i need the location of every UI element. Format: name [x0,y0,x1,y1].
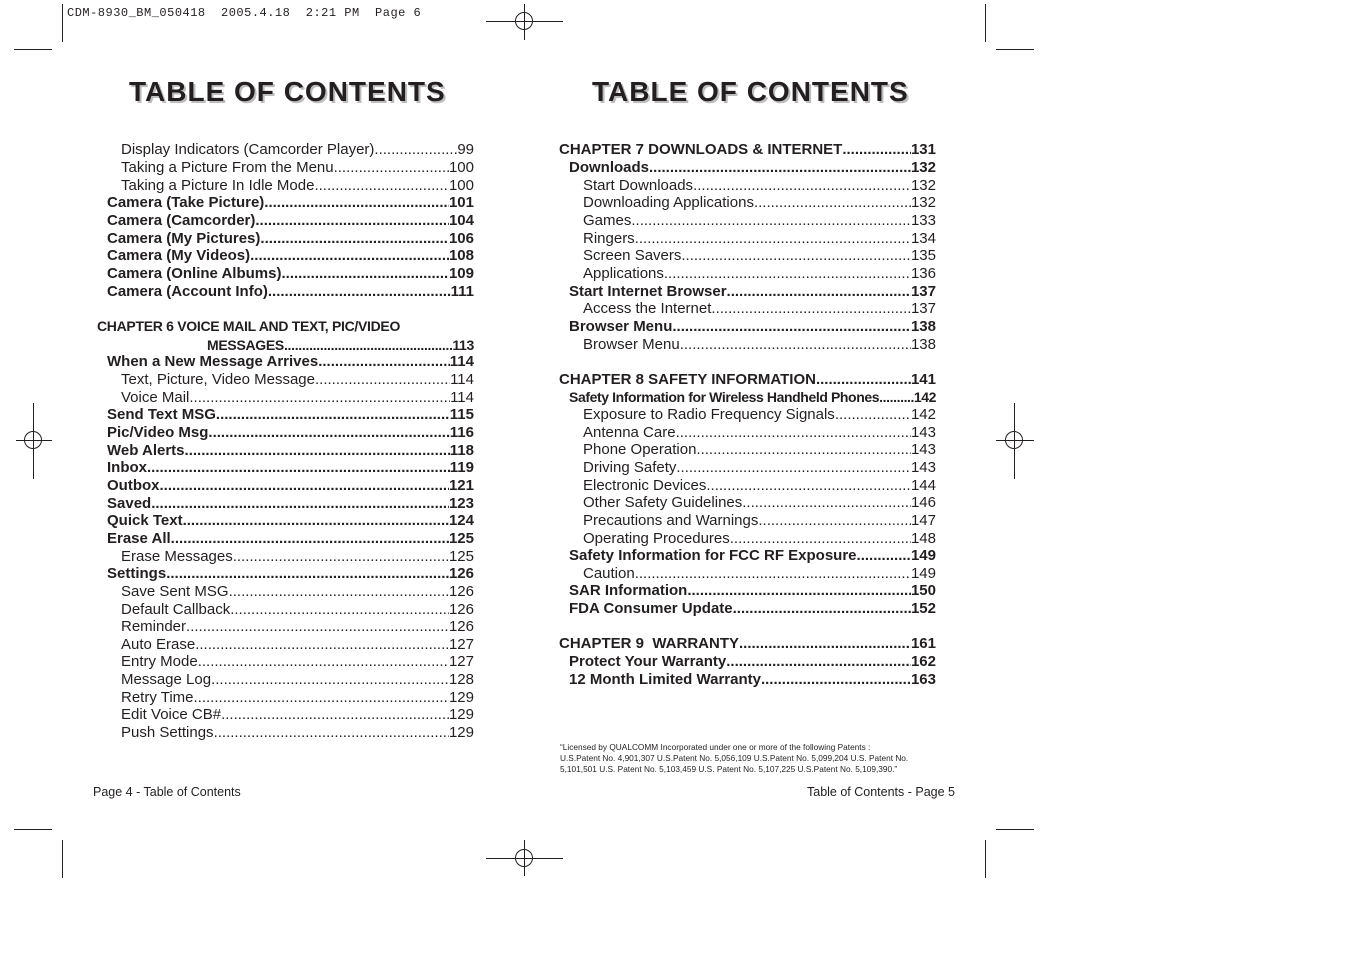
toc-entry: Outbox ..... 121 [107,477,474,495]
toc-entry: Browser Menu ..... 138 [583,336,936,354]
toc-entry: Camera (Camcorder) ..... 104 [107,212,474,230]
chapter-heading-continued: MESSAGES ..... 113 [207,336,474,354]
toc-entry: Camera (Online Albums) ..... 109 [107,265,474,283]
toc-entry: Start Internet Browser ..... 137 [569,283,936,301]
toc-entry: Edit Voice CB# ..... 129 [121,706,474,724]
patent-notice [560,742,908,775]
toc-entry: Antenna Care ..... 143 [583,424,936,442]
toc-entry: Message Log ..... 128 [121,671,474,689]
toc-entry: Taking a Picture From the Menu ..... 100 [121,159,474,177]
toc-entry: Voice Mail ..... 114 [121,389,474,407]
toc-entry: Screen Savers ..... 135 [583,247,936,265]
toc-entry: Erase Messages ..... 125 [121,548,474,566]
toc-entry: Driving Safety ..... 143 [583,459,936,477]
toc-entry: Web Alerts ..... 118 [107,442,474,460]
toc-entry: Caution ..... 149 [583,565,936,583]
toc-entry: Text, Picture, Video Message ..... 114 [121,371,474,389]
toc-entry: Browser Menu ..... 138 [569,318,936,336]
toc-entry: Ringers ..... 134 [583,230,936,248]
print-slug: CDM-8930_BM_050418 2005.4.18 2:21 PM Page 6 [67,6,422,20]
toc-entry: FDA Consumer Update ..... 152 [569,600,936,618]
patent-notice-line: 5,101,501 U.S. Patent No. 5,103,459 U.S. Patent No. 5,107,225 U.S.Patent No. 5,109,390.” [560,764,898,774]
page-title-left: TABLE OF CONTENTS [129,76,446,107]
toc-entry: Other Safety Guidelines ..... 146 [583,494,936,512]
toc-entry: When a New Message Arrives ..... 114 [107,353,474,371]
toc-entry: Settings ..... 126 [107,565,474,583]
toc-entry: Send Text MSG ..... 115 [107,406,474,424]
toc-entry: Downloads ..... 132 [569,159,936,177]
toc-entry: Access the Internet ..... 137 [583,300,936,318]
toc-entry: Start Downloads ..... 132 [583,177,936,195]
chapter-heading: CHAPTER 9 WARRANTY ..... 161 [559,635,936,653]
toc-entry: Games ..... 133 [583,212,936,230]
toc-entry: Pic/Video Msg ..... 116 [107,424,474,442]
toc-entry: Entry Mode ..... 127 [121,653,474,671]
toc-entry: Inbox ..... 119 [107,459,474,477]
page-title-right: TABLE OF CONTENTS [592,76,909,107]
page-footer-left: Page 4 - Table of Contents [93,785,241,799]
toc-entry: Push Settings ..... 129 [121,724,474,742]
toc-entry: Phone Operation ..... 143 [583,441,936,459]
toc-entry: Downloading Applications ..... 132 [583,194,936,212]
toc-entry: Camera (My Pictures) ..... 106 [107,230,474,248]
toc-entry: Exposure to Radio Frequency Signals ..... 142 [583,406,936,424]
toc-entry: Precautions and Warnings ..... 147 [583,512,936,530]
toc-entry: Camera (My Videos) ..... 108 [107,247,474,265]
patent-notice-line: “Licensed by QUALCOMM Incorporated under one or more of the following Patents : [560,742,871,752]
toc-entry: Quick Text ..... 124 [107,512,474,530]
chapter-heading: CHAPTER 6 VOICE MAIL AND TEXT, PIC/VIDEO [97,318,401,334]
toc-entry: Protect Your Warranty ..... 162 [569,653,936,671]
toc-entry: Default Callback ..... 126 [121,601,474,619]
toc-entry: Safety Information for FCC RF Exposure ..... 149 [569,547,936,565]
toc-entry: Retry Time ..... 129 [121,689,474,707]
toc-entry: Auto Erase ..... 127 [121,636,474,654]
toc-entry: Reminder ..... 126 [121,618,474,636]
toc-entry: Taking a Picture In Idle Mode ..... 100 [121,177,474,195]
toc-entry: Erase All ..... 125 [107,530,474,548]
chapter-heading: CHAPTER 8 SAFETY INFORMATION ..... 141 [559,371,936,389]
toc-entry: Camera (Account Info) ..... 111 [107,283,474,301]
toc-entry: Save Sent MSG ..... 126 [121,583,474,601]
toc-entry: Applications ..... 136 [583,265,936,283]
toc-entry: Electronic Devices ..... 144 [583,477,936,495]
chapter-heading: CHAPTER 7 DOWNLOADS & INTERNET ..... 131 [559,141,936,159]
toc-entry: SAR Information ..... 150 [569,582,936,600]
toc-entry: 12 Month Limited Warranty ..... 163 [569,671,936,689]
page-footer-right: Table of Contents - Page 5 [807,785,956,799]
toc-entry: Display Indicators (Camcorder Player) ..... 99 [121,141,474,159]
toc-entry: Operating Procedures ..... 148 [583,530,936,548]
toc-entry: Camera (Take Picture) ..... 101 [107,194,474,212]
toc-entry: Safety Information for Wireless Handheld Phones ..... 142 [569,388,936,406]
patent-notice-line: U.S.Patent No. 4,901,307 U.S.Patent No. 5,056,109 U.S.Patent No. 5,099,204 U.S. Patent No. [560,753,909,763]
toc-entry: Saved ..... 123 [107,495,474,513]
